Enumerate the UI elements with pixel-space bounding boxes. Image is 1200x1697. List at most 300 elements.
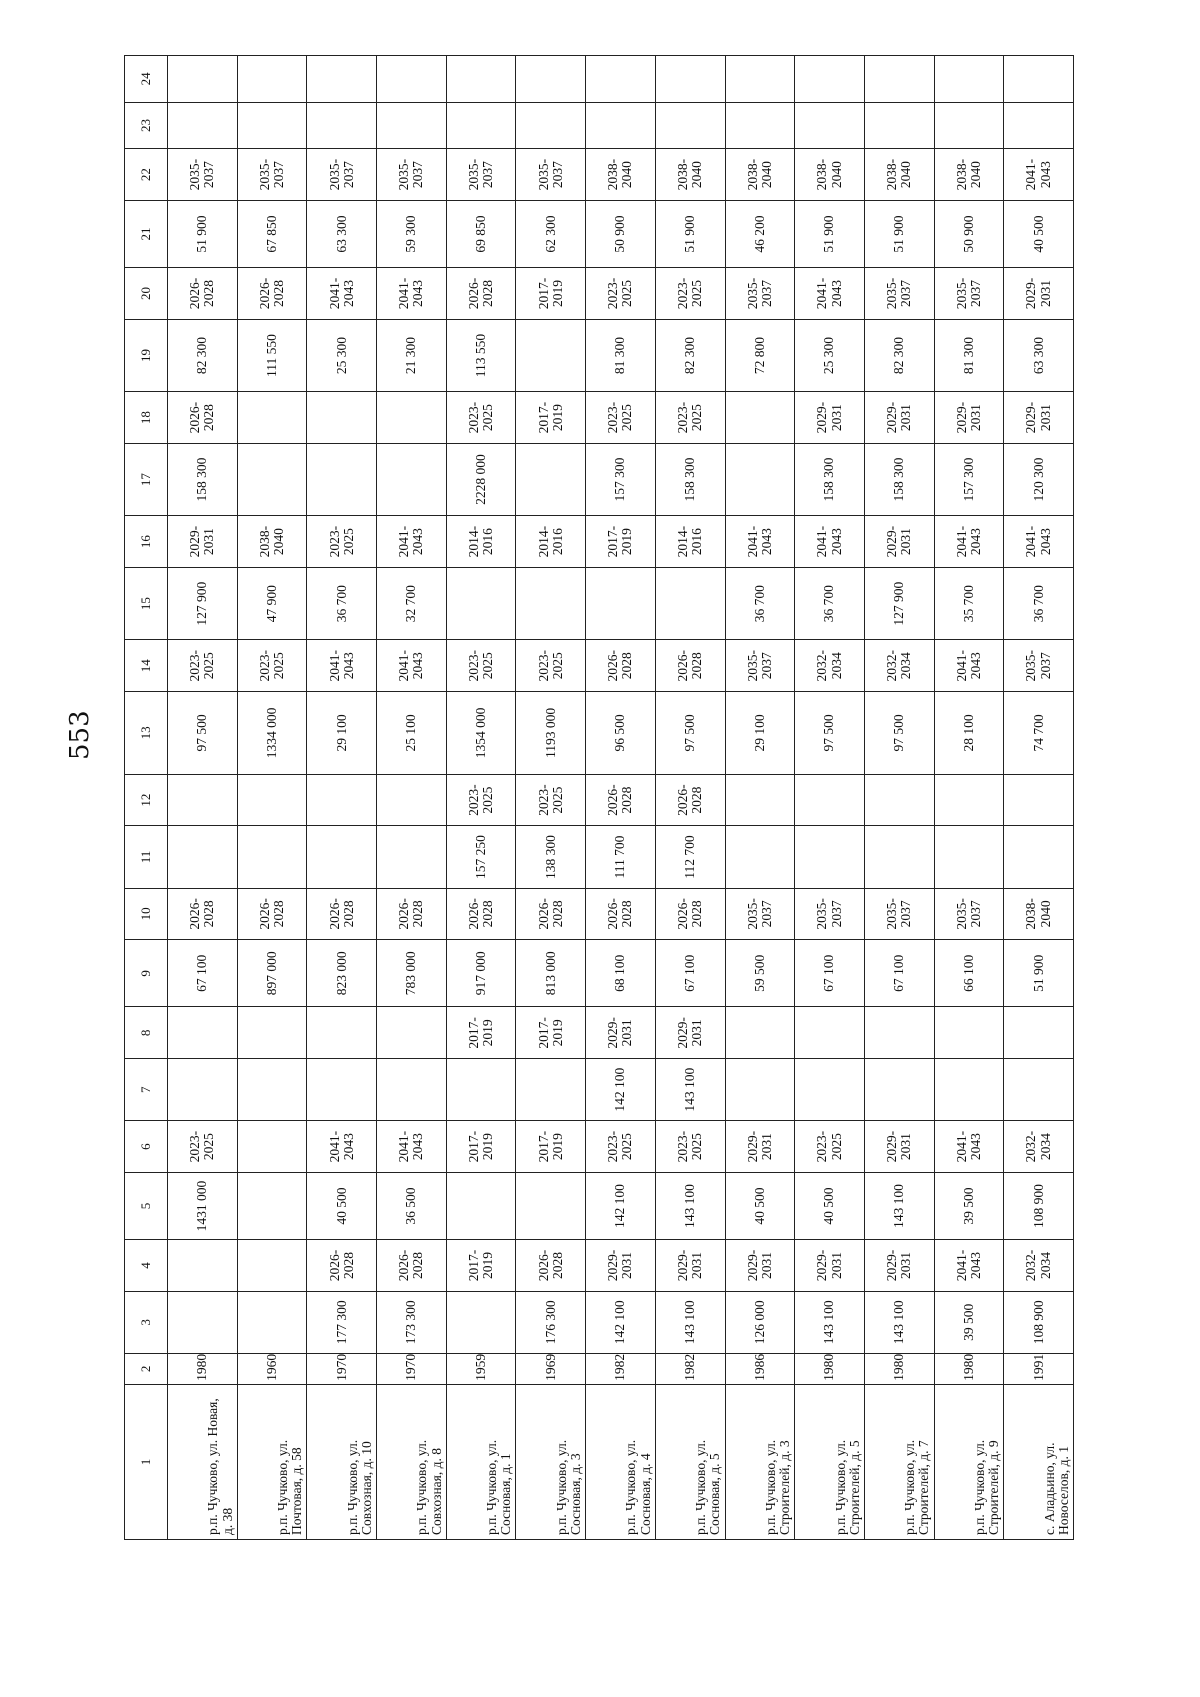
address-cell: р.п. Чучково, ул. Сосновая, д. 4 [586,1384,656,1539]
table-cell [237,1121,307,1173]
table-cell: 62 300 [516,200,586,267]
table-cell: 2035- 2037 [934,888,1004,940]
table-cell: 1354 000 [446,692,516,775]
table-cell: 25 300 [307,319,377,391]
table-cell: 2014- 2016 [655,516,725,568]
table-cell [934,1007,1004,1059]
table-cell: 68 100 [586,940,656,1007]
table-cell: 2035- 2037 [725,268,795,320]
table-cell: 2023- 2025 [446,640,516,692]
table-cell: 97 500 [795,692,865,775]
table-cell: 51 900 [168,200,238,267]
table-cell: 25 100 [377,692,447,775]
table-cell [586,567,656,639]
table-cell: 2035- 2037 [864,888,934,940]
table-cell: 2041- 2043 [934,1240,1004,1292]
table-cell: 50 900 [586,200,656,267]
address-cell: р.п. Чучково, ул. Строителей, д. 7 [864,1384,934,1539]
table-cell: 1980 [795,1353,865,1384]
table-cell [795,774,865,826]
table-cell: 2026- 2028 [377,1240,447,1292]
table-cell: 63 300 [307,200,377,267]
table-cell: 2023- 2025 [586,1121,656,1173]
table-cell: 143 100 [655,1172,725,1239]
table-cell: 1970 [377,1353,447,1384]
table-cell: 2038- 2040 [237,516,307,568]
table-row [586,56,656,1540]
table-cell: 2038- 2040 [655,149,725,201]
table-cell: 2026- 2028 [446,268,516,320]
table-cell: 2041- 2043 [934,640,1004,692]
table-cell: 51 900 [655,200,725,267]
table-cell: 40 500 [795,1172,865,1239]
table-cell [307,392,377,444]
table-cell: 25 300 [795,319,865,391]
table-cell: 2029- 2031 [1004,268,1074,320]
column-number-cell: 24 [125,56,168,103]
table-cell [168,774,238,826]
table-cell: 97 500 [655,692,725,775]
address-cell: р.п. Чучково, ул. Сосновая, д. 3 [516,1384,586,1539]
table-row [446,56,516,1540]
table-cell: 2026- 2028 [377,888,447,940]
table-cell [725,102,795,149]
column-number-row [125,56,168,1540]
table-cell: 142 100 [586,1291,656,1353]
table-cell [586,56,656,103]
table-cell: 2023- 2025 [446,774,516,826]
column-number-cell: 4 [125,1240,168,1292]
table-cell: 59 300 [377,200,447,267]
table-cell: 143 100 [655,1059,725,1121]
table-cell [864,102,934,149]
table-cell: 2032- 2034 [864,640,934,692]
address-cell: р.п. Чучково, ул. Сосновая, д. 1 [446,1384,516,1539]
table-cell: 40 500 [307,1172,377,1239]
address-cell: р.п. Чучково, ул. Строителей, д. 5 [795,1384,865,1539]
table-row [864,56,934,1540]
table-cell: 2029- 2031 [795,1240,865,1292]
table-cell: 2038- 2040 [864,149,934,201]
column-number-cell: 11 [125,826,168,888]
table-cell [795,1059,865,1121]
table-row [655,56,725,1540]
table-cell [237,392,307,444]
table-cell [237,102,307,149]
table-cell: 143 100 [655,1291,725,1353]
table-cell [1004,102,1074,149]
table-cell: 82 300 [168,319,238,391]
table-cell: 2026- 2028 [168,268,238,320]
table-cell: 40 500 [1004,200,1074,267]
table-cell: 176 300 [516,1291,586,1353]
table-cell: 2038- 2040 [934,149,1004,201]
column-number-cell: 21 [125,200,168,267]
table-cell: 2041- 2043 [307,268,377,320]
table-cell: 2023- 2025 [655,392,725,444]
table-cell: 2026- 2028 [586,888,656,940]
table-cell: 2014- 2016 [516,516,586,568]
table-cell [446,1059,516,1121]
address-cell: с. Аладьино, ул. Новоселов, д. 1 [1004,1384,1074,1539]
table-cell: 2041- 2043 [377,640,447,692]
table-cell [237,826,307,888]
address-cell: р.п. Чучково, ул. Совхозная, д. 10 [307,1384,377,1539]
table-cell: 1431 000 [168,1172,238,1239]
table-row [516,56,586,1540]
table-cell: 2017- 2019 [516,1007,586,1059]
table-cell: 108 900 [1004,1172,1074,1239]
address-cell: р.п. Чучково, ул. Строителей, д. 3 [725,1384,795,1539]
table-cell: 2017- 2019 [446,1007,516,1059]
table-cell: 2029- 2031 [586,1007,656,1059]
table-cell: 2026- 2028 [586,774,656,826]
table-cell [655,102,725,149]
table-cell: 74 700 [1004,692,1074,775]
table-cell: 2017- 2019 [516,392,586,444]
address-cell: р.п. Чучково, ул. Сосновая, д. 5 [655,1384,725,1539]
column-number-cell: 15 [125,567,168,639]
table-cell [307,1007,377,1059]
table-cell: 2038- 2040 [795,149,865,201]
table-cell: 2035- 2037 [725,888,795,940]
table-cell [237,1291,307,1353]
table-cell: 157 250 [446,826,516,888]
table-cell: 66 100 [934,940,1004,1007]
table-cell: 111 550 [237,319,307,391]
table-cell: 46 200 [725,200,795,267]
table-cell [725,1007,795,1059]
column-number-cell: 2 [125,1353,168,1384]
table-cell: 2026- 2028 [446,888,516,940]
table-cell: 158 300 [864,443,934,515]
table-cell: 2041- 2043 [377,1121,447,1173]
table-cell: 2023- 2025 [586,392,656,444]
table-cell: 2041- 2043 [795,268,865,320]
table-cell [864,1059,934,1121]
table-cell: 142 100 [586,1172,656,1239]
table-cell [168,826,238,888]
table-cell: 138 300 [516,826,586,888]
table-cell [307,826,377,888]
table-cell: 97 500 [864,692,934,775]
column-number-cell: 5 [125,1172,168,1239]
table-cell: 111 700 [586,826,656,888]
table-cell [725,56,795,103]
table-cell [237,1172,307,1239]
column-number-cell: 9 [125,940,168,1007]
rotated-table-container [124,55,1074,1540]
table-cell [795,102,865,149]
table-cell: 2032- 2034 [1004,1121,1074,1173]
table-cell: 917 000 [446,940,516,1007]
table-cell: 158 300 [655,443,725,515]
table-cell [237,1007,307,1059]
table-cell: 2032- 2034 [1004,1240,1074,1292]
table-cell: 2014- 2016 [446,516,516,568]
table-cell [168,1291,238,1353]
table-cell: 1334 000 [237,692,307,775]
table-cell [1004,1059,1074,1121]
table-cell: 51 900 [864,200,934,267]
table-cell: 2035- 2037 [168,149,238,201]
table-cell: 2029- 2031 [795,392,865,444]
table-cell: 2035- 2037 [237,149,307,201]
table-cell [725,774,795,826]
table-cell: 2023- 2025 [655,1121,725,1173]
table-cell: 21 300 [377,319,447,391]
table-cell: 2023- 2025 [446,392,516,444]
table-cell: 2041- 2043 [795,516,865,568]
table-cell: 2035- 2037 [516,149,586,201]
table-cell: 2029- 2031 [1004,392,1074,444]
table-cell [586,102,656,149]
address-cell: р.п. Чучково, ул. Совхозная, д. 8 [377,1384,447,1539]
table-cell: 112 700 [655,826,725,888]
table-cell [516,56,586,103]
column-number-cell: 19 [125,319,168,391]
table-cell [307,443,377,515]
table-cell [864,1007,934,1059]
table-cell: 157 300 [934,443,1004,515]
table-cell [655,56,725,103]
table-cell: 2026- 2028 [307,1240,377,1292]
table-cell [655,567,725,639]
table-cell [795,56,865,103]
table-cell: 81 300 [934,319,1004,391]
table-cell: 108 900 [1004,1291,1074,1353]
table-cell: 2026- 2028 [237,268,307,320]
table-cell: 2035- 2037 [1004,640,1074,692]
table-cell [1004,774,1074,826]
column-number-cell: 12 [125,774,168,826]
table-cell: 2035- 2037 [377,149,447,201]
table-row [237,56,307,1540]
table-cell [237,1059,307,1121]
table-cell: 813 000 [516,940,586,1007]
table-cell: 2041- 2043 [934,1121,1004,1173]
column-number-cell: 8 [125,1007,168,1059]
table-cell: 2023- 2025 [168,640,238,692]
table-cell: 1959 [446,1353,516,1384]
table-cell: 51 900 [795,200,865,267]
table-cell: 36 700 [795,567,865,639]
table-cell [168,56,238,103]
table-cell: 2026- 2028 [516,888,586,940]
table-cell: 2038- 2040 [725,149,795,201]
table-cell: 51 900 [1004,940,1074,1007]
table-cell: 2035- 2037 [795,888,865,940]
table-cell: 1982 [586,1353,656,1384]
table-cell [307,102,377,149]
table-cell: 40 500 [725,1172,795,1239]
table-cell [1004,1007,1074,1059]
column-number-cell: 7 [125,1059,168,1121]
table-cell: 158 300 [168,443,238,515]
table-cell: 2032- 2034 [795,640,865,692]
table-cell: 2029- 2031 [864,392,934,444]
table-cell [377,1059,447,1121]
table-cell [237,1240,307,1292]
table-cell: 67 100 [795,940,865,1007]
table-cell [237,774,307,826]
table-cell: 2035- 2037 [864,268,934,320]
table-cell [934,826,1004,888]
table-cell: 2026- 2028 [516,1240,586,1292]
table-cell: 2023- 2025 [516,640,586,692]
table-cell: 142 100 [586,1059,656,1121]
table-cell: 67 850 [237,200,307,267]
table-cell [516,319,586,391]
table-cell [516,567,586,639]
table-cell: 72 800 [725,319,795,391]
table-row [1004,56,1074,1540]
table-cell: 2017- 2019 [446,1121,516,1173]
table-cell: 2026- 2028 [168,392,238,444]
table-cell: 1980 [864,1353,934,1384]
table-cell: 67 100 [168,940,238,1007]
table-row [307,56,377,1540]
table-cell [446,102,516,149]
table-cell: 59 500 [725,940,795,1007]
table-cell: 36 700 [1004,567,1074,639]
table-cell: 32 700 [377,567,447,639]
table-cell [934,774,1004,826]
table-cell [377,774,447,826]
table-cell: 63 300 [1004,319,1074,391]
table-cell [795,826,865,888]
table-cell [934,56,1004,103]
table-cell [168,1240,238,1292]
table-cell: 143 100 [864,1172,934,1239]
column-number-cell: 18 [125,392,168,444]
table-cell [725,392,795,444]
address-cell: р.п. Чучково, ул. Новая, д. 38 [168,1384,238,1539]
table-cell: 2026- 2028 [655,888,725,940]
table-cell: 39 500 [934,1291,1004,1353]
column-number-cell: 16 [125,516,168,568]
table-cell: 127 900 [864,567,934,639]
table-cell: 2026- 2028 [655,774,725,826]
table-cell [1004,826,1074,888]
table-cell [516,443,586,515]
table-cell [377,102,447,149]
table-cell: 1969 [516,1353,586,1384]
table-cell: 2041- 2043 [307,1121,377,1173]
table-cell: 36 700 [307,567,377,639]
address-cell: р.п. Чучково, ул. Почтовая, д. 58 [237,1384,307,1539]
table-cell: 82 300 [655,319,725,391]
table-cell [1004,56,1074,103]
column-number-cell: 22 [125,149,168,201]
table-cell: 2029- 2031 [655,1007,725,1059]
table-cell: 67 100 [655,940,725,1007]
table-cell [725,443,795,515]
table-cell: 113 550 [446,319,516,391]
table-cell: 28 100 [934,692,1004,775]
table-cell [307,56,377,103]
table-cell [725,1059,795,1121]
table-cell: 1970 [307,1353,377,1384]
table-row [725,56,795,1540]
table-cell: 2035- 2037 [934,268,1004,320]
table-cell: 29 100 [307,692,377,775]
table-cell: 2041- 2043 [1004,149,1074,201]
table-cell [446,56,516,103]
table-cell: 2029- 2031 [864,516,934,568]
table-cell: 2029- 2031 [725,1240,795,1292]
table-cell: 96 500 [586,692,656,775]
table-cell [795,1007,865,1059]
table-cell: 158 300 [795,443,865,515]
table-cell: 2041- 2043 [934,516,1004,568]
table-cell: 2023- 2025 [795,1121,865,1173]
table-cell: 36 500 [377,1172,447,1239]
table-cell: 2017- 2019 [516,268,586,320]
table-body [168,56,1074,1540]
column-number-cell: 6 [125,1121,168,1173]
table-cell: 2228 000 [446,443,516,515]
table-cell: 2023- 2025 [586,268,656,320]
table-cell: 1982 [655,1353,725,1384]
table-cell [934,102,1004,149]
table-cell: 2035- 2037 [307,149,377,201]
table-cell: 2023- 2025 [655,268,725,320]
table-cell [168,1007,238,1059]
table-cell [377,56,447,103]
table-cell: 823 000 [307,940,377,1007]
table-cell: 143 100 [864,1291,934,1353]
table-cell: 2026- 2028 [655,640,725,692]
table-cell: 69 850 [446,200,516,267]
table-row [377,56,447,1540]
table-cell: 67 100 [864,940,934,1007]
table-cell: 2041- 2043 [377,268,447,320]
table-row [168,56,238,1540]
table-cell [237,443,307,515]
table-cell [516,1172,586,1239]
table-cell: 29 100 [725,692,795,775]
table-cell: 126 000 [725,1291,795,1353]
table-cell: 36 700 [725,567,795,639]
table-row [795,56,865,1540]
table-cell [864,826,934,888]
table-cell: 127 900 [168,567,238,639]
table-cell: 1980 [934,1353,1004,1384]
table-cell: 2026- 2028 [586,640,656,692]
column-number-cell: 1 [125,1384,168,1539]
table-cell [725,826,795,888]
table-cell: 2026- 2028 [168,888,238,940]
table-cell: 50 900 [934,200,1004,267]
table-cell: 2038- 2040 [1004,888,1074,940]
table-cell: 120 300 [1004,443,1074,515]
table-cell: 97 500 [168,692,238,775]
column-number-cell: 17 [125,443,168,515]
table-cell: 2029- 2031 [655,1240,725,1292]
table-cell: 2029- 2031 [725,1121,795,1173]
table-cell [446,567,516,639]
table-cell: 1986 [725,1353,795,1384]
table-cell: 47 900 [237,567,307,639]
table-cell: 2017- 2019 [446,1240,516,1292]
address-cell: р.п. Чучково, ул. Строителей, д. 9 [934,1384,1004,1539]
column-number-cell: 3 [125,1291,168,1353]
table-cell: 897 000 [237,940,307,1007]
table-cell: 2038- 2040 [586,149,656,201]
table-cell [516,1059,586,1121]
table-cell: 2023- 2025 [516,774,586,826]
